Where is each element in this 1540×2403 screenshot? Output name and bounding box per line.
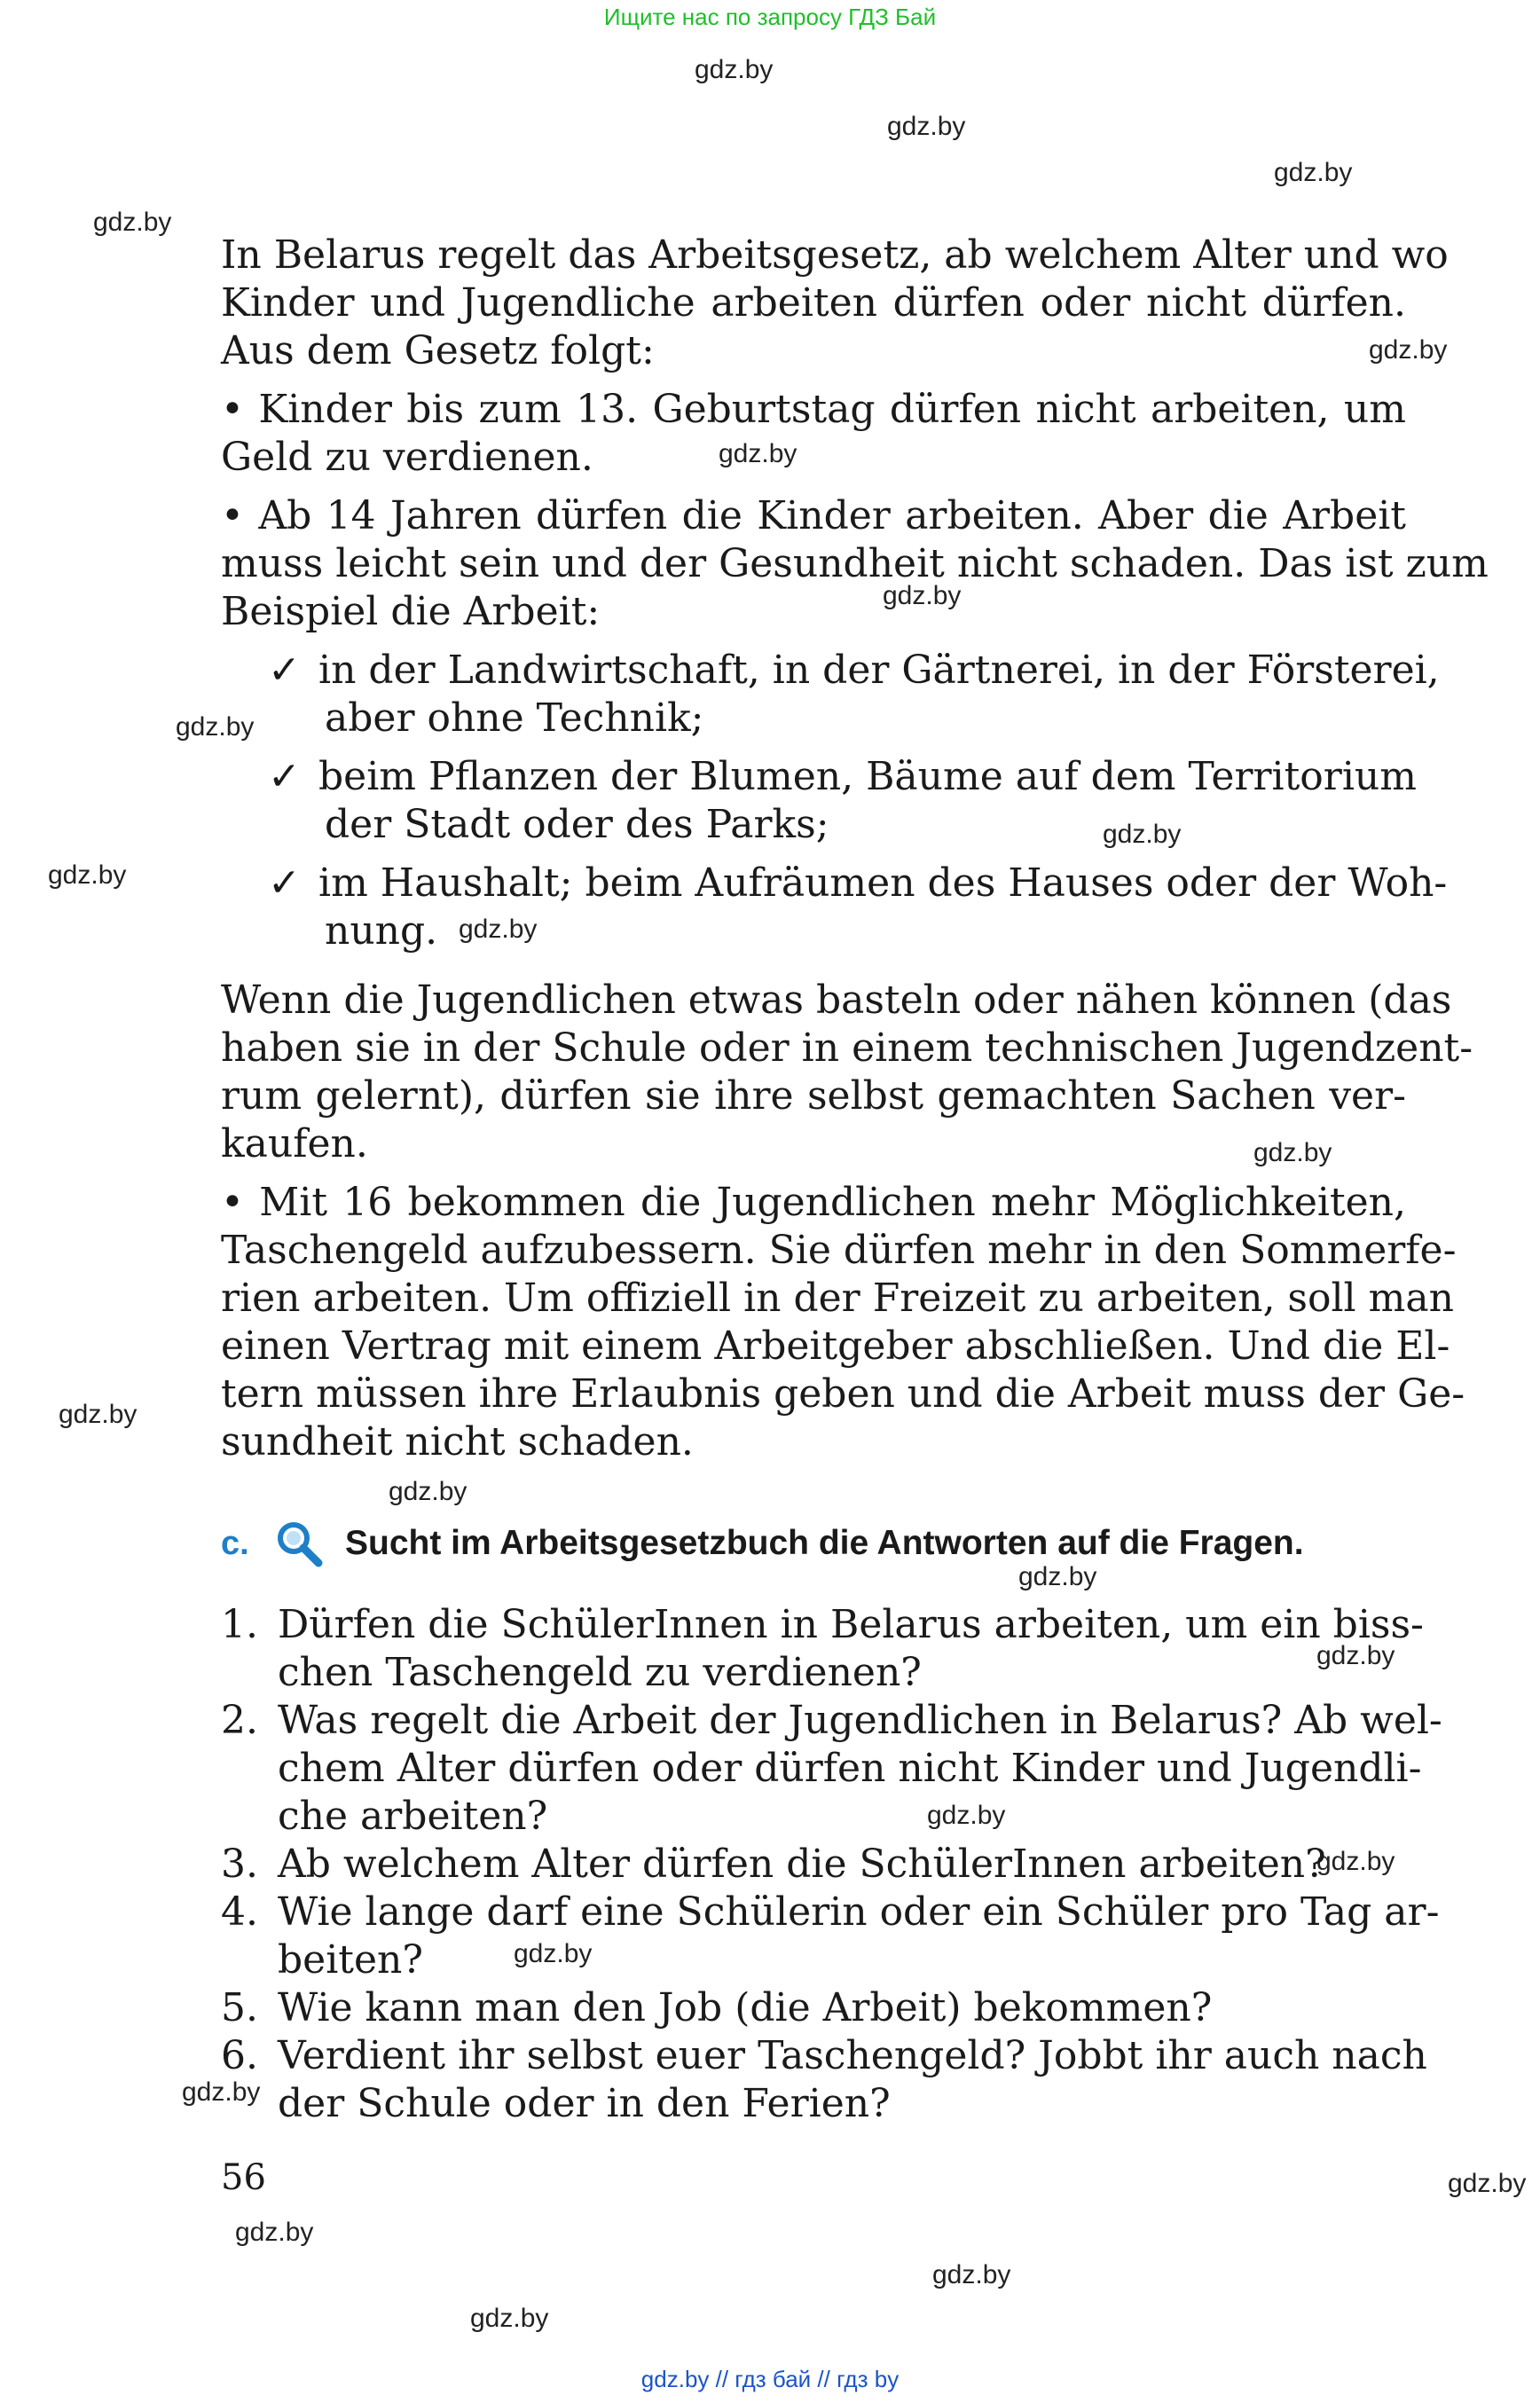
text-line: muss leicht sein und der Gesundheit nicht schaden. Das ist zum <box>221 541 1489 586</box>
text-line: • Kinder bis zum 13. Geburtstag dürfen nicht arbeiten, um <box>221 387 1406 432</box>
watermark: gdz.by <box>1316 1641 1395 1670</box>
watermark: gdz.by <box>48 860 127 890</box>
text-line: der Stadt oder des Parks; <box>325 802 829 847</box>
text-line: rien arbeiten. Um offiziell in der Freizeit zu arbeiten, soll man <box>221 1276 1454 1321</box>
text-line: rum gelernt), dürfen sie ihre selbst gemachten Sachen ver- <box>221 1073 1406 1119</box>
watermark: gdz.by <box>1103 820 1182 849</box>
question-text: Was regelt die Arbeit der Jugendlichen in Belarus? Ab wel- <box>278 1698 1442 1743</box>
text-line: einen Vertrag mit einem Arbeitgeber abschließen. Und die El- <box>221 1323 1450 1369</box>
check-icon: ✓ <box>268 860 301 906</box>
question-text: Wie kann man den Job (die Arbeit) bekommen? <box>278 1985 1213 2030</box>
text-line: beiten? <box>278 1937 423 1983</box>
question-item <box>221 1601 1424 1649</box>
top-banner[interactable]: Ищите нас по запросу ГДЗ Бай <box>603 4 937 30</box>
question-text: Wie lange darf eine Schülerin oder ein Schüler pro Tag ar- <box>278 1889 1440 1935</box>
watermark: gdz.by <box>887 112 966 141</box>
watermark: gdz.by <box>514 1939 593 1968</box>
text-line: chem Alter dürfen oder dürfen nicht Kinder und Jugendli- <box>278 1746 1422 1791</box>
text-line: In Belarus regelt das Arbeitsgesetz, ab welchem Alter und wo <box>221 232 1449 278</box>
question-item <box>221 1841 1406 1889</box>
question-number: 2. <box>221 1698 258 1743</box>
text-line: der Schule oder in den Ferien? <box>278 2081 891 2126</box>
watermark: gdz.by <box>389 1477 468 1506</box>
text-line: kaufen. <box>221 1121 368 1166</box>
footer-links[interactable]: gdz.by // гдз бай // гдз by <box>640 2366 900 2392</box>
question-text: Ab welchem Alter dürfen die SchülerInnen arbeiten? <box>278 1842 1326 1887</box>
question-text: Verdient ihr selbst euer Taschengeld? Jobbt ihr auch nach <box>278 2033 1427 2078</box>
text-line: in der Landwirtschaft, in der Gärtnerei, in der Försterei, <box>318 648 1440 693</box>
text-line: Kinder und Jugendliche arbeiten dürfen oder nicht dürfen. <box>221 280 1406 326</box>
check-icon: ✓ <box>268 754 301 799</box>
task-letter: c. <box>221 1524 249 1562</box>
text-line: Beispiel die Arbeit: <box>221 589 601 634</box>
watermark: gdz.by <box>719 439 798 468</box>
page-number: 56 <box>221 2157 266 2198</box>
watermark: gdz.by <box>695 55 774 84</box>
text-line: • Mit 16 bekommen die Jugendlichen mehr Möglichkeiten, <box>221 1180 1406 1225</box>
watermark: gdz.by <box>883 581 962 610</box>
watermark: gdz.by <box>1018 1562 1097 1591</box>
text-line: im Haushalt; beim Aufräumen des Hauses oder der Woh- <box>318 860 1448 906</box>
watermark: gdz.by <box>1253 1138 1332 1167</box>
watermark: gdz.by <box>932 2260 1011 2289</box>
watermark: gdz.by <box>182 2077 261 2107</box>
watermark: gdz.by <box>1274 158 1353 187</box>
question-item <box>221 1984 1406 2032</box>
text-line: Taschengeld aufzubessern. Sie dürfen mehr in den Sommerfe- <box>221 1228 1457 1273</box>
text-line: • Ab 14 Jahren dürfen die Kinder arbeiten. Aber die Arbeit <box>221 493 1406 538</box>
question-number: 1. <box>221 1602 258 1647</box>
text-line: che arbeiten? <box>278 1794 548 1839</box>
text-line: sundheit nicht schaden. <box>221 1419 694 1465</box>
question-text: Dürfen die SchülerInnen in Belarus arbeiten, um ein biss- <box>278 1602 1424 1647</box>
check-icon: ✓ <box>268 648 301 693</box>
watermark: gdz.by <box>470 2304 549 2333</box>
text-line: chen Taschengeld zu verdienen? <box>278 1650 922 1695</box>
task-instruction: Sucht im Arbeitsgesetzbuch die Antworten auf die Fragen. <box>345 1524 1304 1562</box>
text-line: Wenn die Jugendlichen etwas basteln oder nähen können (das <box>221 978 1452 1023</box>
watermark: gdz.by <box>1316 1847 1395 1876</box>
text-line: beim Pflanzen der Blumen, Bäume auf dem Territorium <box>318 754 1417 799</box>
watermark: gdz.by <box>59 1400 138 1429</box>
watermark: gdz.by <box>93 208 172 237</box>
text-line: tern müssen ihre Erlaubnis geben und die Arbeit muss der Ge- <box>221 1371 1465 1417</box>
text-line: haben sie in der Schule oder in einem technischen Jugendzent- <box>221 1025 1473 1071</box>
watermark: gdz.by <box>235 2218 314 2247</box>
question-number: 5. <box>221 1985 258 2030</box>
text-line: nung. <box>325 908 438 954</box>
question-number: 6. <box>221 2033 258 2078</box>
watermark: gdz.by <box>176 712 255 742</box>
magnifier-icon <box>274 1519 324 1568</box>
question-number: 4. <box>221 1889 258 1935</box>
watermark: gdz.by <box>1369 335 1448 365</box>
text-line: aber ohne Technik; <box>325 695 704 741</box>
question-item <box>221 1889 1440 1936</box>
question-number: 3. <box>221 1842 258 1887</box>
question-item <box>221 2032 1427 2080</box>
task-heading <box>221 1517 1304 1570</box>
watermark: gdz.by <box>1448 2169 1527 2198</box>
watermark: gdz.by <box>927 1801 1006 1830</box>
question-item <box>221 1697 1442 1745</box>
text-line: Geld zu verdienen. <box>221 435 593 480</box>
watermark: gdz.by <box>459 915 538 944</box>
text-line: Aus dem Gesetz folgt: <box>221 328 655 373</box>
